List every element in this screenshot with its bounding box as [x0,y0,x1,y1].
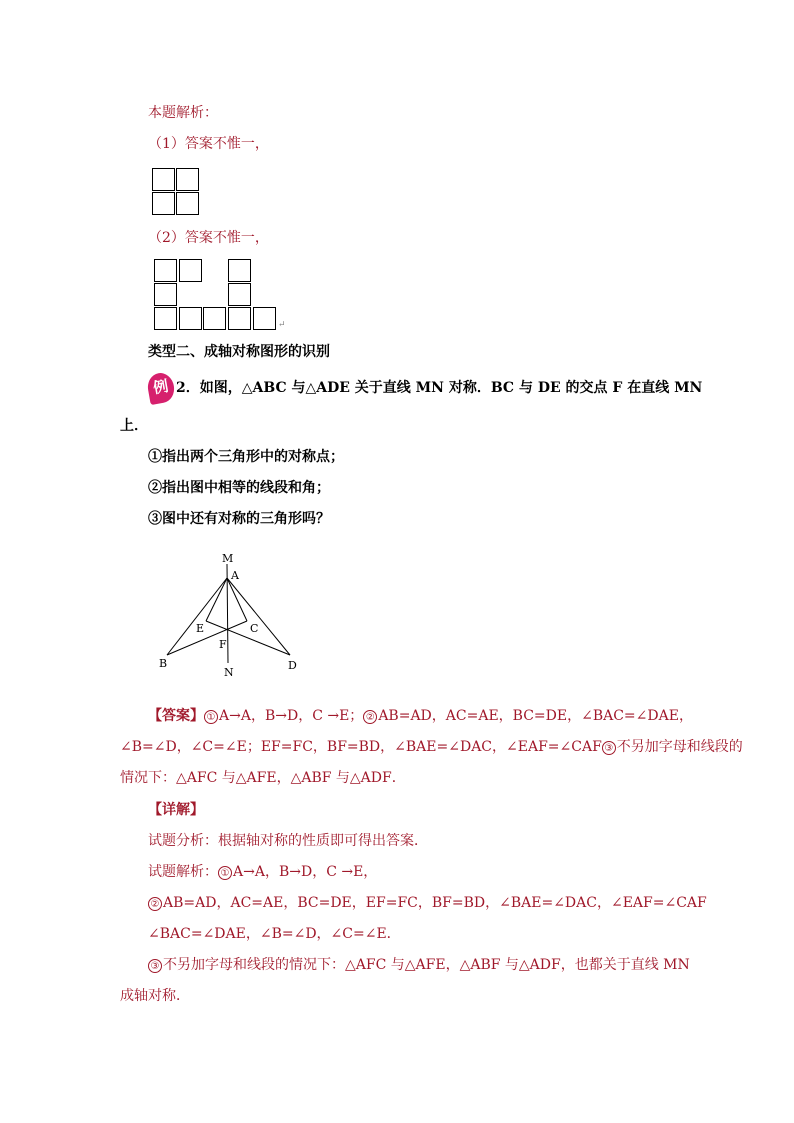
example-badge: 例 [146,371,177,405]
return-mark-icon: ↵ [278,320,286,330]
geometry-figure [150,548,310,683]
example-line2: 上． [120,418,148,434]
circled-number: ① [204,710,218,724]
segment-ab [167,578,227,655]
detail-tag: 【详解】 [148,802,204,818]
circled-number: ③ [602,741,616,755]
circled-number: ② [148,897,162,911]
label-b: B [159,657,168,670]
analysis-part1: （1）答案不惟一， [148,136,269,152]
label-a: A [231,569,239,582]
answer-line1 [148,707,693,725]
grid-square [253,307,276,330]
label-e: E [196,622,205,635]
grid-square [228,283,251,306]
solution-text: 不另加字母和线段的情况下：△AFC 与△AFE，△ABF 与△ADF，也都关于直线 MN [163,957,690,973]
circled-number: ③ [148,959,162,973]
circled-number: ② [363,710,377,724]
label-f: F [219,638,227,651]
detail-solution-4 [148,956,690,974]
analysis-part2: （2）答案不惟一， [148,230,269,246]
triangle-diagram [150,548,310,683]
label-c: C [250,622,259,635]
grid-square [203,307,226,330]
solution-text: AB=AD，AC=AE，BC=DE，EF=FC，BF=BD，∠BAE=∠DAC，∠EAF=∠CAF [163,895,707,911]
grid-square [228,259,251,282]
detail-solution-3: ∠BAC=∠DAE，∠B=∠D，∠C=∠E． [148,926,401,942]
section-title: 类型二、成轴对称图形的识别 [148,344,330,360]
grid-square [152,168,175,191]
grid-square [179,307,202,330]
question-1: ①指出两个三角形中的对称点； [148,449,344,465]
detail-solution-1 [148,863,377,881]
segment-ae [206,578,227,621]
detail-solution-2 [148,894,707,912]
grid-square [154,259,177,282]
detail-solution-5: 成轴对称． [120,988,190,1004]
example-line1: 2．如图，△ABC 与△ADE 关于直线 MN 对称．BC 与 DE 的交点 F 在直线 MN [176,380,703,396]
answer-line3: 情况下：△AFC 与△AFE，△ABF 与△ADF． [120,770,406,786]
grid-square [154,283,177,306]
answer-text: A→A，B→D，C →E； [219,708,364,724]
answer-text: 不另加字母和线段的 [616,739,743,755]
question-3: ③图中还有对称的三角形吗？ [148,511,330,527]
label-m: M [222,552,234,565]
detail-analysis: 试题分析：根据轴对称的性质即可得出答案． [148,833,428,849]
grid-square [228,307,251,330]
solution-prefix: 试题解析： [148,864,218,880]
grid-square [154,307,177,330]
segment-bc [167,621,247,655]
label-n: N [224,666,234,679]
circled-number: ① [218,866,232,880]
question-2: ②指出图中相等的线段和角； [148,480,330,496]
solution-text: A→A，B→D，C →E， [233,864,378,880]
segment-ad [227,578,290,655]
grid-square [176,168,199,191]
answer-tag: 【答案】 [148,708,204,724]
answer-text: AB=AD，AC=AE，BC=DE，∠BAC=∠DAE， [378,708,693,724]
grid-square [152,192,175,215]
answer-text: ∠B=∠D，∠C=∠E；EF=FC，BF=BD，∠BAE=∠DAC，∠EAF=∠CAF [120,739,602,755]
grid-square [179,259,202,282]
analysis-heading: 本题解析： [148,105,218,121]
answer-line2 [120,738,743,756]
label-d: D [288,659,297,672]
grid-square [176,192,199,215]
